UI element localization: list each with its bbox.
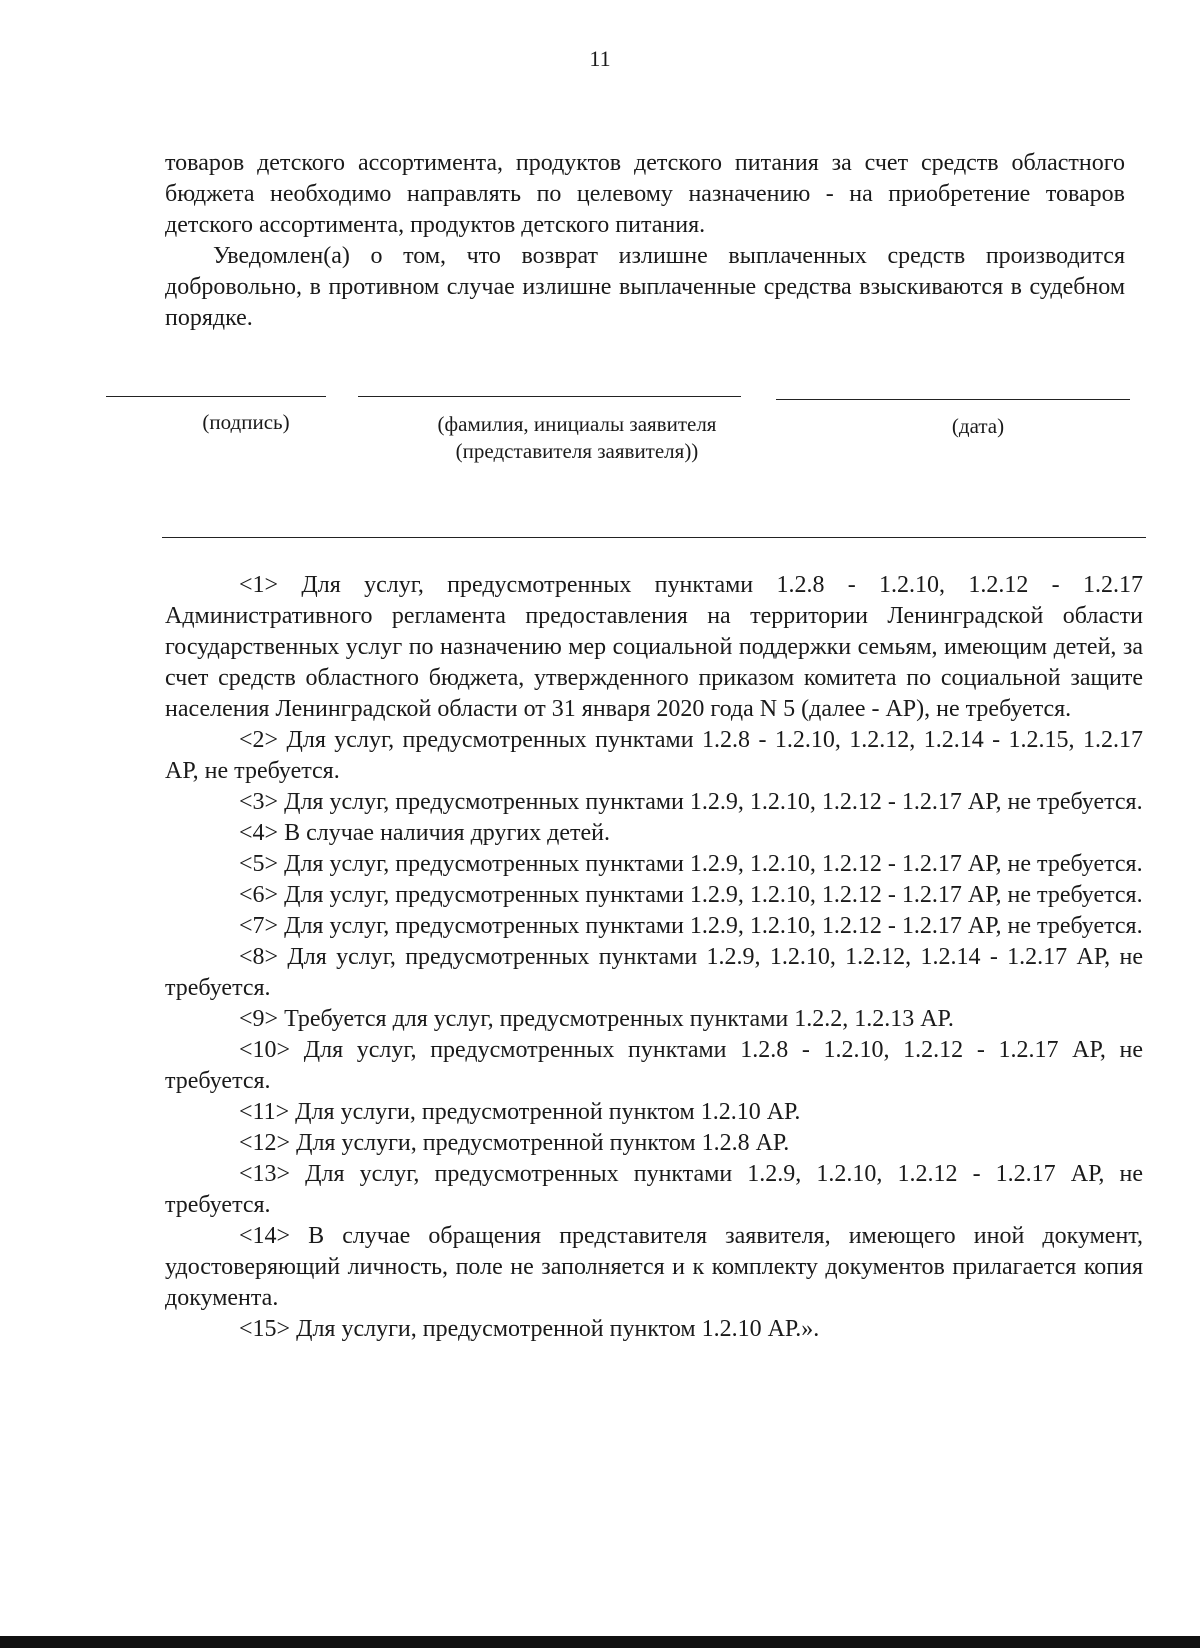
name-caption: (фамилия, инициалы заявителя (представителя заявителя)) bbox=[437, 412, 717, 463]
footnote-11: <11> Для услуги, предусмотренной пунктом 1.2.10 АР. bbox=[239, 1099, 801, 1125]
intro-paragraph-1: товаров детского ассортимента, продуктов детского питания за счет средств областного бюджета необходимо направлять по целевому назначению - на приобретение товаров детского ассортимента, продуктов детского питания. bbox=[165, 150, 1125, 238]
page-number: 11 bbox=[589, 46, 611, 71]
scan-edge-bar bbox=[0, 1636, 1200, 1648]
signature-caption: (подпись) bbox=[202, 410, 290, 434]
footnote-4: <4> В случае наличия других детей. bbox=[239, 820, 610, 846]
footnote-2: <2> Для услуг, предусмотренных пунктами 1.2.8 - 1.2.10, 1.2.12, 1.2.14 - 1.2.15, 1.2.17 АР, не требуется. bbox=[165, 727, 1143, 784]
footnote-5: <5> Для услуг, предусмотренных пунктами 1.2.9, 1.2.10, 1.2.12 - 1.2.17 АР, не требуется. bbox=[239, 851, 1143, 877]
footnote-13: <13> Для услуг, предусмотренных пунктами 1.2.9, 1.2.10, 1.2.12 - 1.2.17 АР, не требуется. bbox=[165, 1161, 1143, 1218]
footnotes-list bbox=[165, 570, 1143, 1345]
footnote-3: <3> Для услуг, предусмотренных пунктами 1.2.9, 1.2.10, 1.2.12 - 1.2.17 АР, не требуется. bbox=[239, 789, 1143, 815]
signature-line bbox=[106, 396, 326, 397]
intro-paragraph-2: Уведомлен(а) о том, что возврат излишне выплаченных средств производится добровольно, в противном случае излишне выплаченные средства взыскиваются в судебном порядке. bbox=[165, 243, 1125, 331]
footnote-1: <1> Для услуг, предусмотренных пунктами 1.2.8 - 1.2.10, 1.2.12 - 1.2.17 Административного регламента предоставления на территории Ленинградской области государственных услуг по назначению мер социальной поддержки семьям, имеющим детей, за счет средств областного бюджета, утвержденного приказом комитета по социальной защите населения Ленинградской области от 31 января 2020 года N 5 (далее - АР), не требуется. bbox=[165, 572, 1143, 722]
footnote-8: <8> Для услуг, предусмотренных пунктами 1.2.9, 1.2.10, 1.2.12, 1.2.14 - 1.2.17 АР, не требуется. bbox=[165, 944, 1143, 1001]
footnote-6: <6> Для услуг, предусмотренных пунктами 1.2.9, 1.2.10, 1.2.12 - 1.2.17 АР, не требуется. bbox=[239, 882, 1143, 908]
date-caption: (дата) bbox=[951, 414, 1005, 438]
footnote-14: <14> В случае обращения представителя заявителя, имеющего иной документ, удостоверяющий личность, поле не заполняется и к комплекту документов прилагается копия документа. bbox=[165, 1223, 1143, 1311]
footnote-separator bbox=[162, 537, 1146, 538]
footnote-15: <15> Для услуги, предусмотренной пунктом 1.2.10 АР.». bbox=[239, 1316, 820, 1342]
date-line bbox=[776, 399, 1130, 400]
footnote-7: <7> Для услуг, предусмотренных пунктами 1.2.9, 1.2.10, 1.2.12 - 1.2.17 АР, не требуется. bbox=[239, 913, 1143, 939]
footnote-12: <12> Для услуги, предусмотренной пунктом 1.2.8 АР. bbox=[239, 1130, 790, 1156]
footnote-10: <10> Для услуг, предусмотренных пунктами 1.2.8 - 1.2.10, 1.2.12 - 1.2.17 АР, не требуется. bbox=[165, 1037, 1143, 1094]
footnote-9: <9> Требуется для услуг, предусмотренных пунктами 1.2.2, 1.2.13 АР. bbox=[239, 1006, 954, 1032]
name-line bbox=[358, 396, 741, 397]
